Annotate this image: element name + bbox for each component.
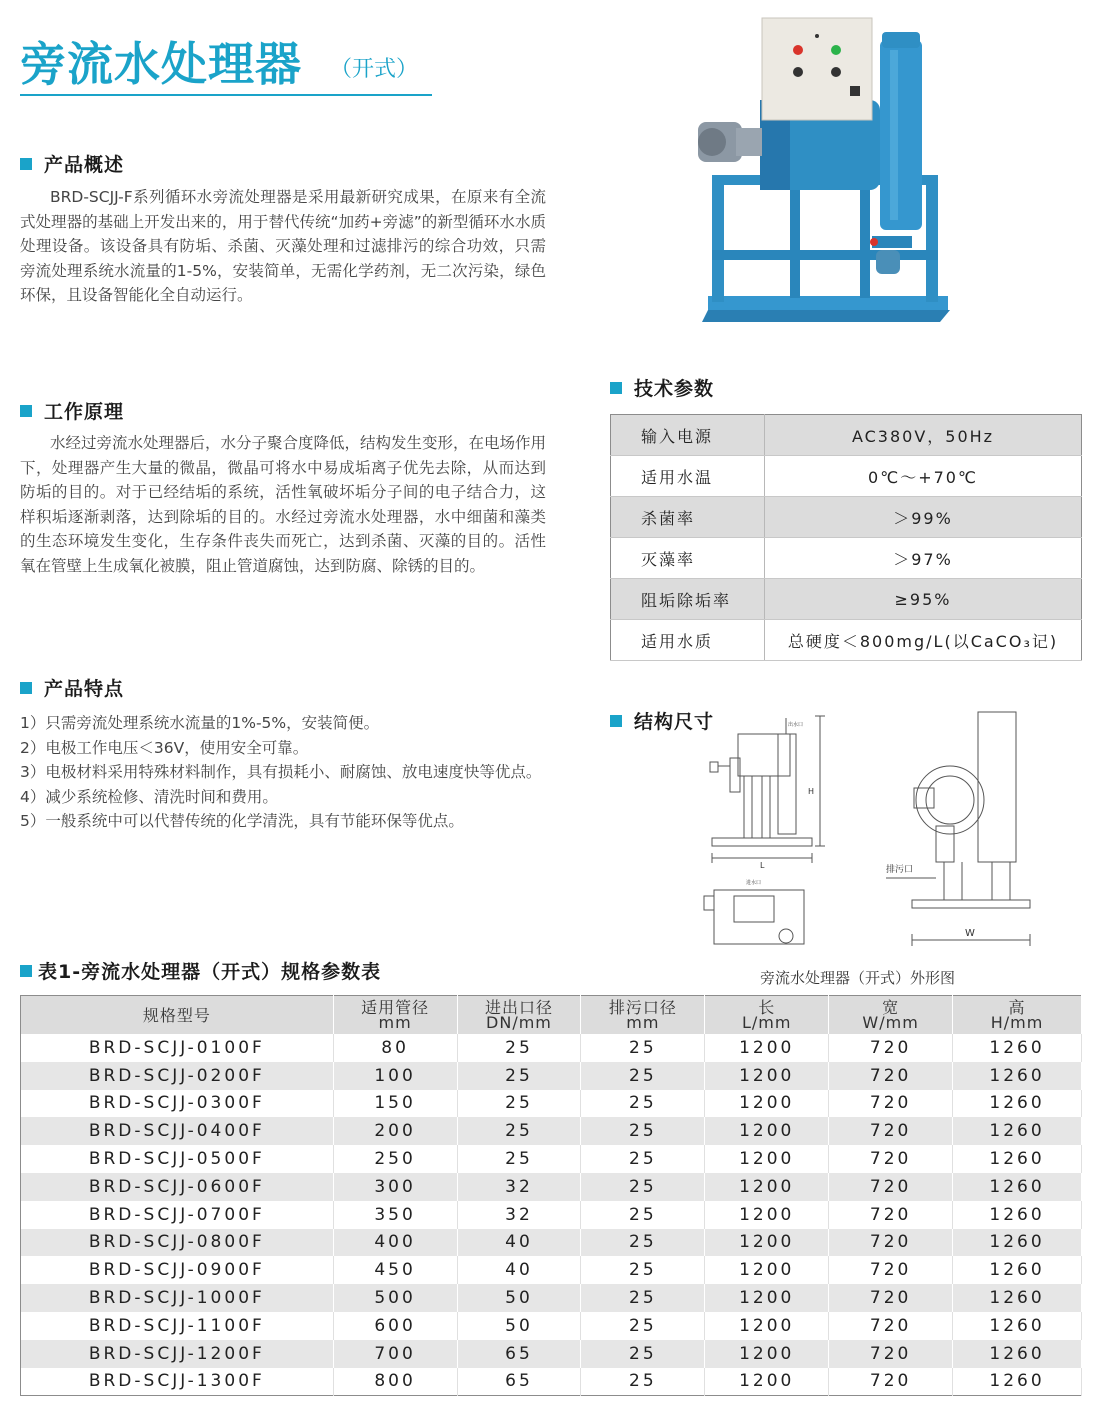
table-row <box>21 1145 1082 1173</box>
value-cell: 1200 <box>705 1117 829 1145</box>
value-cell: 1200 <box>705 1034 829 1062</box>
value-cell: 1200 <box>705 1201 829 1229</box>
value-cell: 1260 <box>953 1340 1082 1368</box>
model-cell: BRD-SCJJ-0900F <box>21 1256 334 1284</box>
col-header <box>21 996 334 1035</box>
value-cell: 600 <box>333 1312 457 1340</box>
table-row <box>21 1117 1082 1145</box>
spec-table <box>20 995 1082 1396</box>
value-cell: 720 <box>829 1229 953 1257</box>
model-cell: BRD-SCJJ-0400F <box>21 1117 334 1145</box>
features-heading-text: 产品特点 <box>44 678 125 700</box>
param-value: AC380V，50Hz <box>765 415 1082 456</box>
value-cell: 50 <box>457 1284 581 1312</box>
value-cell: 1260 <box>953 1229 1082 1257</box>
param-name: 适用水温 <box>611 456 765 497</box>
value-cell: 65 <box>457 1368 581 1396</box>
section-marker <box>610 382 622 394</box>
col-header-l1: 适用管径 <box>361 998 430 1017</box>
param-name: 输入电源 <box>611 415 765 456</box>
feature-item: 5）一般系统中可以代替传统的化学清洗，具有节能环保等优点。 <box>20 812 464 830</box>
value-cell: 25 <box>457 1034 581 1062</box>
value-cell: 720 <box>829 1368 953 1396</box>
table-row <box>21 1256 1082 1284</box>
spec-heading-text: 表1-旁流水处理器（开式）规格参数表 <box>38 961 382 983</box>
model-cell: BRD-SCJJ-0300F <box>21 1090 334 1118</box>
col-header <box>457 996 581 1035</box>
value-cell: 1200 <box>705 1062 829 1090</box>
features-heading <box>20 674 124 701</box>
value-cell: 450 <box>333 1256 457 1284</box>
value-cell: 720 <box>829 1284 953 1312</box>
value-cell: 25 <box>581 1117 705 1145</box>
table-row <box>21 1229 1082 1257</box>
param-value: ≥95% <box>765 579 1082 620</box>
value-cell: 25 <box>581 1145 705 1173</box>
value-cell: 32 <box>457 1173 581 1201</box>
principle-text: 水经过旁流水处理器后，水分子聚合度降低，结构发生变形，在电场作用下，处理器产生大量的微晶，微晶可将水中易成垢离子优先去除，从而达到防垢的目的。对于已经结垢的系统，活性氧破坏垢分子间的电子结合力，这样积垢逐渐剥落，达到除垢的目的。水经过旁流水处理器，水中细菌和藻类的生态环境发生变化，生存条件丧失而死亡，达到杀菌、灭藻的目的。活性氧在管壁上生成氧化被膜，阻止管道腐蚀，达到防腐、除锈的目的。 <box>20 434 547 575</box>
value-cell: 700 <box>333 1340 457 1368</box>
value-cell: 720 <box>829 1034 953 1062</box>
value-cell: 25 <box>457 1117 581 1145</box>
value-cell: 25 <box>581 1229 705 1257</box>
structure-heading <box>610 707 714 734</box>
value-cell: 25 <box>581 1312 705 1340</box>
tech-params-table <box>610 414 1082 661</box>
value-cell: 1260 <box>953 1145 1082 1173</box>
principle-heading <box>20 397 124 424</box>
value-cell: 25 <box>581 1034 705 1062</box>
value-cell: 25 <box>457 1145 581 1173</box>
inlet-label: 进水口 <box>746 880 762 886</box>
value-cell: 1200 <box>705 1256 829 1284</box>
param-name: 杀菌率 <box>611 497 765 538</box>
value-cell: 1260 <box>953 1034 1082 1062</box>
overview-heading-text: 产品概述 <box>44 154 125 176</box>
value-cell: 400 <box>333 1229 457 1257</box>
value-cell: 1200 <box>705 1090 829 1118</box>
table-row <box>21 1368 1082 1396</box>
value-cell: 720 <box>829 1256 953 1284</box>
product-photo <box>690 10 990 330</box>
value-cell: 65 <box>457 1340 581 1368</box>
value-cell: 25 <box>581 1284 705 1312</box>
model-cell: BRD-SCJJ-1300F <box>21 1368 334 1396</box>
value-cell: 350 <box>333 1201 457 1229</box>
feature-item: 4）减少系统检修、清洗时间和费用。 <box>20 787 278 806</box>
tech-heading <box>610 374 714 401</box>
value-cell: 25 <box>457 1062 581 1090</box>
value-cell: 720 <box>829 1312 953 1340</box>
col-header-l1: 高 <box>1008 998 1026 1017</box>
value-cell: 25 <box>581 1173 705 1201</box>
principle-heading-text: 工作原理 <box>44 401 125 423</box>
col-header-l1: 排污口径 <box>608 998 677 1017</box>
spec-table-body <box>21 1034 1082 1396</box>
table-row <box>21 1090 1082 1118</box>
col-header-l2: DN/mm <box>486 1013 552 1032</box>
feature-item: 3）电极材料采用特殊材料制作，具有损耗小、耐腐蚀、放电速度快等优点。 <box>20 763 542 781</box>
section-marker <box>20 965 32 977</box>
value-cell: 25 <box>581 1340 705 1368</box>
value-cell: 720 <box>829 1090 953 1118</box>
model-cell: BRD-SCJJ-1200F <box>21 1340 334 1368</box>
value-cell: 300 <box>333 1173 457 1201</box>
value-cell: 40 <box>457 1229 581 1257</box>
section-marker <box>20 158 32 170</box>
tech-heading-text: 技术参数 <box>634 378 715 400</box>
dim-h-label: H <box>808 787 815 796</box>
title-underline <box>20 94 432 96</box>
figure-caption: 旁流水处理器（开式）外形图 <box>760 969 956 987</box>
col-header-l2: H/mm <box>990 1013 1044 1032</box>
col-header <box>705 996 829 1035</box>
value-cell: 1260 <box>953 1090 1082 1118</box>
param-value: ＞97% <box>765 538 1082 579</box>
value-cell: 80 <box>333 1034 457 1062</box>
value-cell: 1260 <box>953 1312 1082 1340</box>
value-cell: 1260 <box>953 1117 1082 1145</box>
col-header-l1: 宽 <box>882 998 900 1017</box>
col-header <box>333 996 457 1035</box>
dim-w-label: W <box>965 928 975 939</box>
col-header-l2: mm <box>378 1013 412 1032</box>
value-cell: 25 <box>581 1201 705 1229</box>
table-row <box>21 1173 1082 1201</box>
value-cell: 720 <box>829 1062 953 1090</box>
section-marker <box>20 682 32 694</box>
value-cell: 720 <box>829 1340 953 1368</box>
value-cell: 1260 <box>953 1201 1082 1229</box>
param-name: 灭藻率 <box>611 538 765 579</box>
table-row <box>611 456 1082 497</box>
value-cell: 1200 <box>705 1229 829 1257</box>
value-cell: 200 <box>333 1117 457 1145</box>
col-header-l1: 规格型号 <box>142 1005 211 1025</box>
feature-item: 1）只需旁流处理系统水流量的1%-5%，安装简便。 <box>20 714 380 732</box>
value-cell: 1200 <box>705 1312 829 1340</box>
value-cell: 1200 <box>705 1173 829 1201</box>
col-header-l1: 长 <box>758 998 776 1017</box>
value-cell: 25 <box>581 1368 705 1396</box>
col-header-l2: L/mm <box>741 1013 792 1032</box>
outlet-label: 出水口 <box>788 722 804 728</box>
value-cell: 800 <box>333 1368 457 1396</box>
value-cell: 100 <box>333 1062 457 1090</box>
table-row <box>611 497 1082 538</box>
value-cell: 25 <box>581 1090 705 1118</box>
feature-item: 2）电极工作电压＜36V，使用安全可靠。 <box>20 738 309 757</box>
overview-heading <box>20 150 124 177</box>
value-cell: 250 <box>333 1145 457 1173</box>
model-cell: BRD-SCJJ-0600F <box>21 1173 334 1201</box>
model-cell: BRD-SCJJ-1000F <box>21 1284 334 1312</box>
col-header <box>829 996 953 1035</box>
structure-heading-text: 结构尺寸 <box>634 711 715 733</box>
model-cell: BRD-SCJJ-0500F <box>21 1145 334 1173</box>
value-cell: 25 <box>581 1256 705 1284</box>
page-subtitle: （开式） <box>330 57 419 82</box>
value-cell: 25 <box>457 1090 581 1118</box>
section-marker <box>20 405 32 417</box>
param-name: 适用水质 <box>611 620 765 661</box>
param-value: 总硬度＜800mg/L(以CaCO₃记) <box>765 620 1082 661</box>
table-row <box>21 1201 1082 1229</box>
page-title: 旁流水处理器 <box>20 37 302 91</box>
table-row <box>21 1284 1082 1312</box>
param-value: ＞99% <box>765 497 1082 538</box>
value-cell: 1200 <box>705 1284 829 1312</box>
col-header <box>953 996 1082 1035</box>
param-name: 阻垢除垢率 <box>611 579 765 620</box>
dim-l-label: L <box>760 861 765 870</box>
value-cell: 25 <box>581 1062 705 1090</box>
col-header-l1: 进出口径 <box>484 998 553 1017</box>
col-header <box>581 996 705 1035</box>
value-cell: 1200 <box>705 1340 829 1368</box>
model-cell: BRD-SCJJ-0800F <box>21 1229 334 1257</box>
value-cell: 720 <box>829 1173 953 1201</box>
features-list <box>20 711 546 834</box>
table-row <box>611 620 1082 661</box>
table-row <box>21 1062 1082 1090</box>
table-row <box>21 1340 1082 1368</box>
table-row <box>21 1312 1082 1340</box>
spec-heading <box>20 957 381 984</box>
value-cell: 720 <box>829 1117 953 1145</box>
table-header-row <box>21 996 1082 1035</box>
table-row <box>611 415 1082 456</box>
value-cell: 720 <box>829 1201 953 1229</box>
param-value: 0℃～+70℃ <box>765 456 1082 497</box>
value-cell: 1200 <box>705 1368 829 1396</box>
col-header-l2: W/mm <box>862 1013 919 1032</box>
value-cell: 150 <box>333 1090 457 1118</box>
value-cell: 50 <box>457 1312 581 1340</box>
value-cell: 1200 <box>705 1145 829 1173</box>
value-cell: 500 <box>333 1284 457 1312</box>
value-cell: 1260 <box>953 1284 1082 1312</box>
value-cell: 1260 <box>953 1173 1082 1201</box>
table-row <box>21 1034 1082 1062</box>
overview-text: BRD-SCJJ-F系列循环水旁流处理器是采用最新研究成果，在原来有全流式处理器的基础上开发出来的，用于替代传统“加药+旁滤”的新型循环水水质处理设备。该设备具有防垢、杀菌、灭藻处理和过滤排污的综合功效，只需旁流处理系统水流量的1-5%，安装简单，无需化学药剂，无二次污染，绿色环保，且设备智能化全自动运行。 <box>20 188 546 304</box>
model-cell: BRD-SCJJ-1100F <box>21 1312 334 1340</box>
value-cell: 1260 <box>953 1368 1082 1396</box>
model-cell: BRD-SCJJ-0100F <box>21 1034 334 1062</box>
model-cell: BRD-SCJJ-0200F <box>21 1062 334 1090</box>
col-header-l2: mm <box>626 1013 660 1032</box>
model-cell: BRD-SCJJ-0700F <box>21 1201 334 1229</box>
value-cell: 40 <box>457 1256 581 1284</box>
value-cell: 32 <box>457 1201 581 1229</box>
value-cell: 1260 <box>953 1256 1082 1284</box>
drain-label: 排污口 <box>886 865 914 875</box>
section-marker <box>610 715 622 727</box>
table-row <box>611 538 1082 579</box>
value-cell: 1260 <box>953 1062 1082 1090</box>
table-row <box>611 579 1082 620</box>
structure-drawing <box>700 708 1040 960</box>
value-cell: 720 <box>829 1145 953 1173</box>
